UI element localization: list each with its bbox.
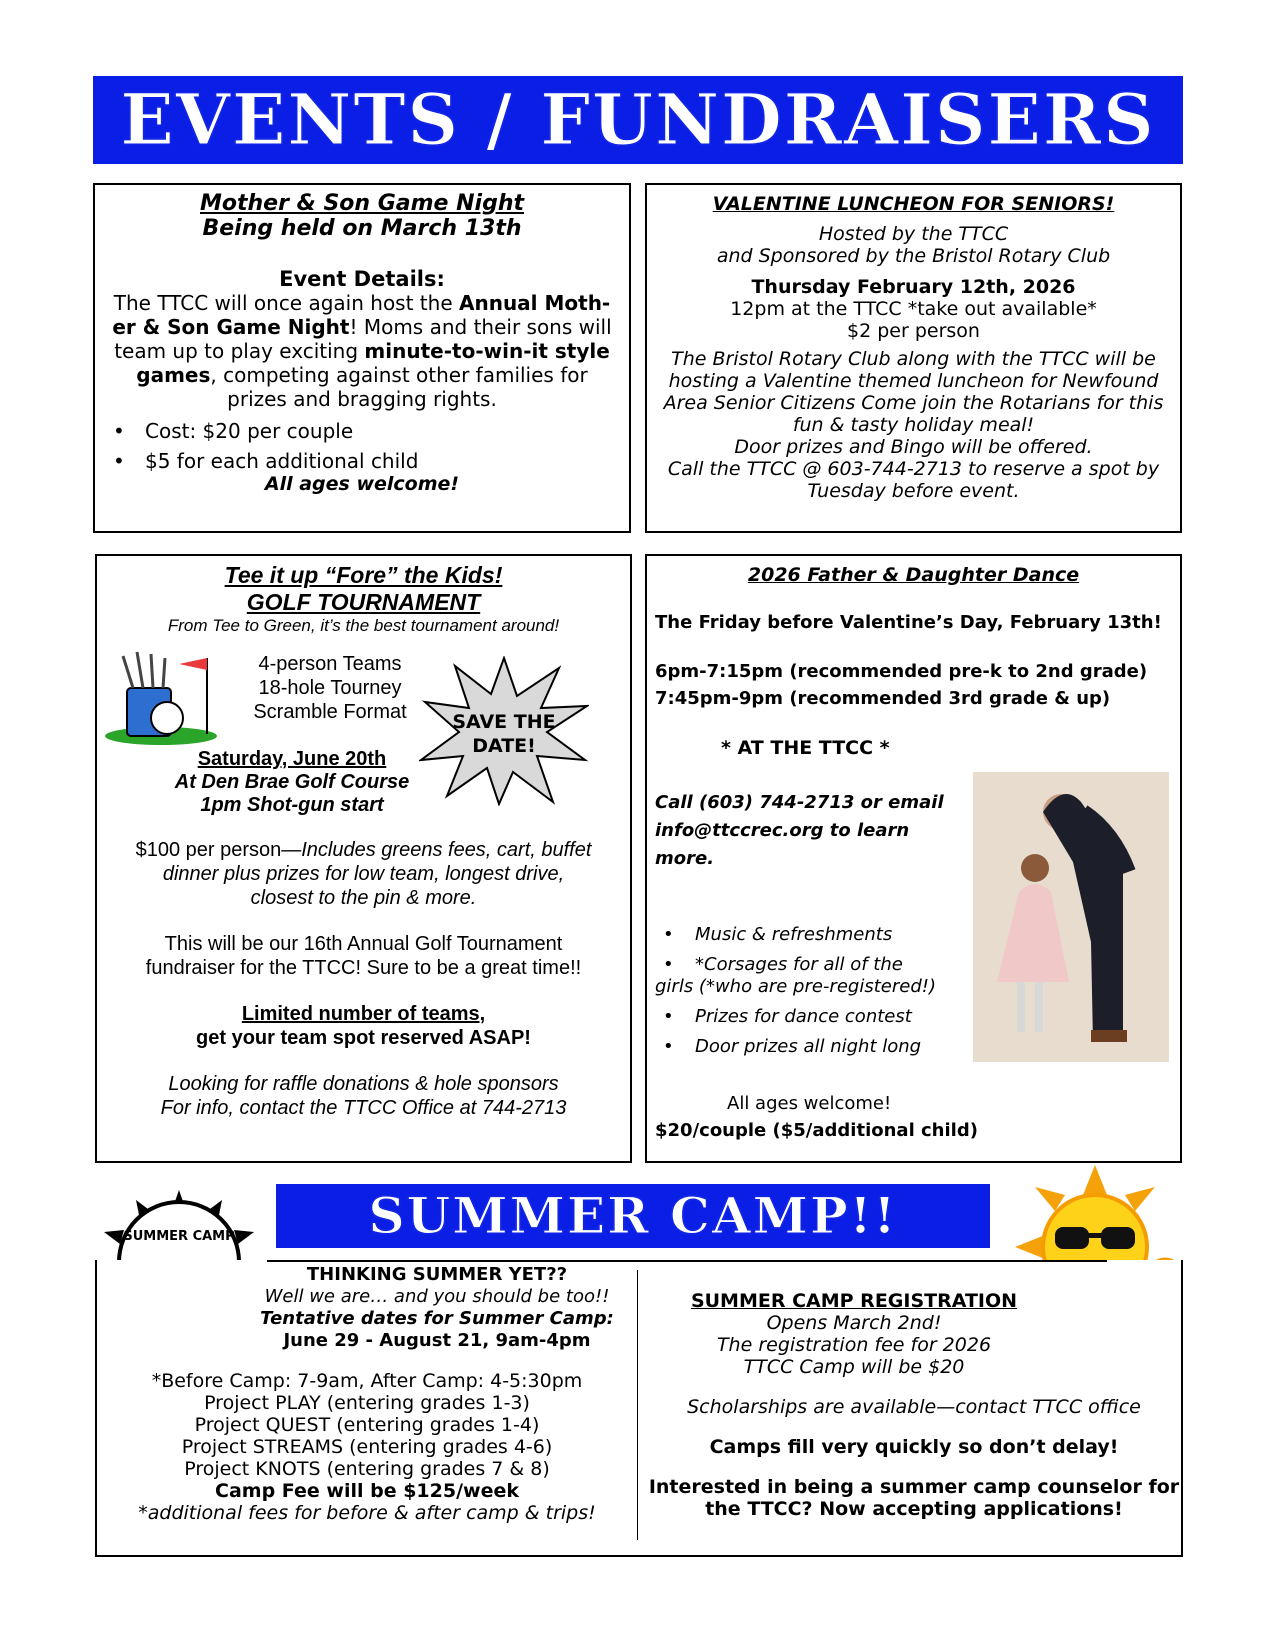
event-details-heading: Event Details: — [279, 267, 445, 291]
mother-son-box — [93, 183, 631, 533]
camp-box — [95, 1260, 1183, 1557]
camp-line: Project PLAY (entering grades 1-3) — [204, 1392, 530, 1414]
golf-limited-2: get your team spot reserved ASAP! — [196, 1027, 531, 1049]
golf-bag-icon — [101, 648, 231, 748]
golf-title: Tee it up “Fore” the Kids! — [224, 562, 503, 588]
valentine-desc: Call the TTCC @ 603-744-2713 to reserve a spot by — [667, 458, 1160, 480]
valentine-time: 12pm at the TTCC *take out available* — [730, 298, 1097, 320]
camp-dates-label: Tentative dates for Summer Camp: — [260, 1308, 614, 1329]
camp-left-heading: THINKING SUMMER YET?? — [306, 1264, 568, 1285]
feature-format: Scramble Format — [253, 701, 407, 723]
dance-session-1: 6pm-7:15pm (recommended pre-k to 2nd grade) — [655, 661, 1148, 682]
valentine-desc: Area Senior Citizens Come join the Rotarians for this — [663, 392, 1164, 414]
valentine-box — [645, 183, 1182, 533]
dance-contact-3: more. — [655, 848, 715, 869]
valentine-host-1: Hosted by the TTCC — [818, 223, 1009, 245]
valentine-price: $2 per person — [847, 320, 980, 342]
mother-son-subtitle: Being held on March 13th — [202, 216, 522, 241]
events-title: EVENTS / FUNDRAISERS — [120, 78, 1156, 161]
golf-location: At Den Brae Golf Course — [174, 771, 410, 793]
events-banner — [93, 76, 1183, 164]
bullet-child: • $5 for each additional child — [105, 449, 619, 473]
golf-date: Saturday, June 20th — [197, 748, 387, 770]
price-detail: Includes greens fees, cart, buffet — [301, 839, 592, 861]
camp-left-sub: Well we are… and you should be too!! — [264, 1286, 610, 1307]
golf-limited-1: Limited number of teams, — [241, 1003, 486, 1025]
price-detail-3: closest to the pin & more. — [250, 887, 477, 909]
camp-reg-opens: Opens March 2nd! — [766, 1312, 942, 1334]
dance-date: The Friday before Valentine’s Day, February 13th! — [655, 612, 1162, 633]
summer-camp-title: SUMMER CAMP!! — [368, 1186, 898, 1245]
camp-reg-fee-1: The registration fee for 2026 — [716, 1334, 992, 1356]
golf-annual-1: This will be our 16th Annual Golf Tournament — [164, 933, 563, 955]
camp-fee-note: *additional fees for before & after camp & trips! — [138, 1502, 596, 1524]
camp-fill: Camps fill very quickly so don’t delay! — [709, 1436, 1119, 1458]
mother-son-body — [105, 291, 619, 411]
golf-raffle-1: Looking for raffle donations & hole sponsors — [168, 1073, 559, 1095]
golf-start: 1pm Shot-gun start — [200, 794, 384, 816]
camp-counselor-1: Interested in being a summer camp counselor for — [648, 1476, 1180, 1498]
body-bold: minute-to-win-it style games — [136, 339, 610, 387]
dance-price: $20/couple ($5/additional child) — [655, 1120, 978, 1141]
valentine-date: Thursday February 12th, 2026 — [751, 276, 1076, 298]
dance-contact-1: Call (603) 744-2713 or email — [655, 792, 944, 813]
dance-bullet-corsages: • *Corsages for all of the — [655, 950, 985, 980]
golf-tagline: From Tee to Green, it’s the best tournament around! — [167, 616, 560, 635]
body-text: The TTCC will once again host the — [113, 291, 459, 315]
photo-illustration — [973, 772, 1169, 1062]
dance-bullet-cont: girls (*who are pre-registered!) — [655, 976, 936, 997]
dance-bullet-music: • Music & refreshments — [655, 920, 985, 950]
dance-welcome: All ages welcome! — [727, 1093, 892, 1114]
price-lead: $100 per person— — [135, 839, 302, 861]
camp-reg-fee-2: TTCC Camp will be $20 — [743, 1356, 965, 1378]
valentine-desc: The Bristol Rotary Club along with the TTCC will be — [671, 348, 1156, 370]
all-ages-text: All ages welcome! — [264, 473, 460, 495]
mother-son-title: Mother & Son Game Night — [199, 191, 525, 216]
logo-top-text: SUMMER CAMP — [123, 1229, 235, 1244]
camp-line: Project KNOTS (entering grades 7 & 8) — [184, 1458, 550, 1480]
valentine-desc: Door prizes and Bingo will be offered. — [734, 436, 1093, 458]
dance-bullet-prizes: • Prizes for dance contest — [655, 1002, 985, 1032]
burst-text-1: SAVE THE — [452, 711, 556, 733]
burst-text-2: DATE! — [472, 735, 536, 757]
camp-fee: Camp Fee will be $125/week — [215, 1480, 519, 1502]
dance-location: * AT THE TTCC * — [721, 737, 890, 759]
golf-subtitle: GOLF TOURNAMENT — [246, 589, 481, 615]
father-daughter-photo — [973, 772, 1169, 1062]
camp-line: *Before Camp: 7-9am, After Camp: 4-5:30pm — [151, 1370, 583, 1392]
golf-annual-2: fundraiser for the TTCC! Sure to be a great time!! — [145, 957, 582, 979]
valentine-desc: Tuesday before event. — [807, 480, 1020, 502]
valentine-host-2: and Sponsored by the Bristol Rotary Club — [716, 245, 1111, 267]
camp-line: Project QUEST (entering grades 1-4) — [194, 1414, 540, 1436]
summer-camp-banner — [276, 1184, 990, 1248]
dance-contact-2: info@ttccrec.org to learn — [655, 820, 910, 841]
camp-reg-heading: SUMMER CAMP REGISTRATION — [690, 1290, 1018, 1312]
dance-bullet-door: • Door prizes all night long — [655, 1032, 985, 1062]
feature-holes: 18-hole Tourney — [258, 677, 402, 699]
camp-dates: June 29 - August 21, 9am-4pm — [283, 1330, 591, 1351]
dance-session-2: 7:45pm-9pm (recommended 3rd grade & up) — [655, 688, 1111, 709]
valentine-desc: hosting a Valentine themed luncheon for Newfound — [668, 370, 1159, 392]
camp-top-rule — [267, 1260, 1107, 1262]
camp-scholar: Scholarships are available—contact TTCC office — [687, 1396, 1141, 1418]
valentine-desc: fun & tasty holiday meal! — [792, 414, 1035, 436]
golf-raffle-2: For info, contact the TTCC Office at 744-2713 — [160, 1097, 567, 1119]
golf-box — [95, 554, 632, 1163]
body-bold: Annual Moth-er & Son Game Night — [112, 291, 611, 339]
dance-title: 2026 Father & Daughter Dance — [747, 564, 1080, 586]
price-detail-2: dinner plus prizes for low team, longest drive, — [162, 863, 565, 885]
camp-line: Project STREAMS (entering grades 4-6) — [181, 1436, 553, 1458]
valentine-title: VALENTINE LUNCHEON FOR SENIORS! — [712, 193, 1115, 215]
body-text: ! Moms and their sons will team up to play exciting — [114, 315, 612, 363]
golf-features — [235, 652, 425, 724]
bullet-cost: • Cost: $20 per couple — [105, 419, 619, 443]
golf-price — [103, 838, 624, 862]
feature-teams: 4-person Teams — [258, 653, 402, 675]
body-text: , competing against other families for prizes and bragging rights. — [210, 363, 588, 411]
camp-counselor-2: the TTCC? Now accepting applications! — [705, 1498, 1123, 1520]
dance-box — [645, 554, 1182, 1163]
